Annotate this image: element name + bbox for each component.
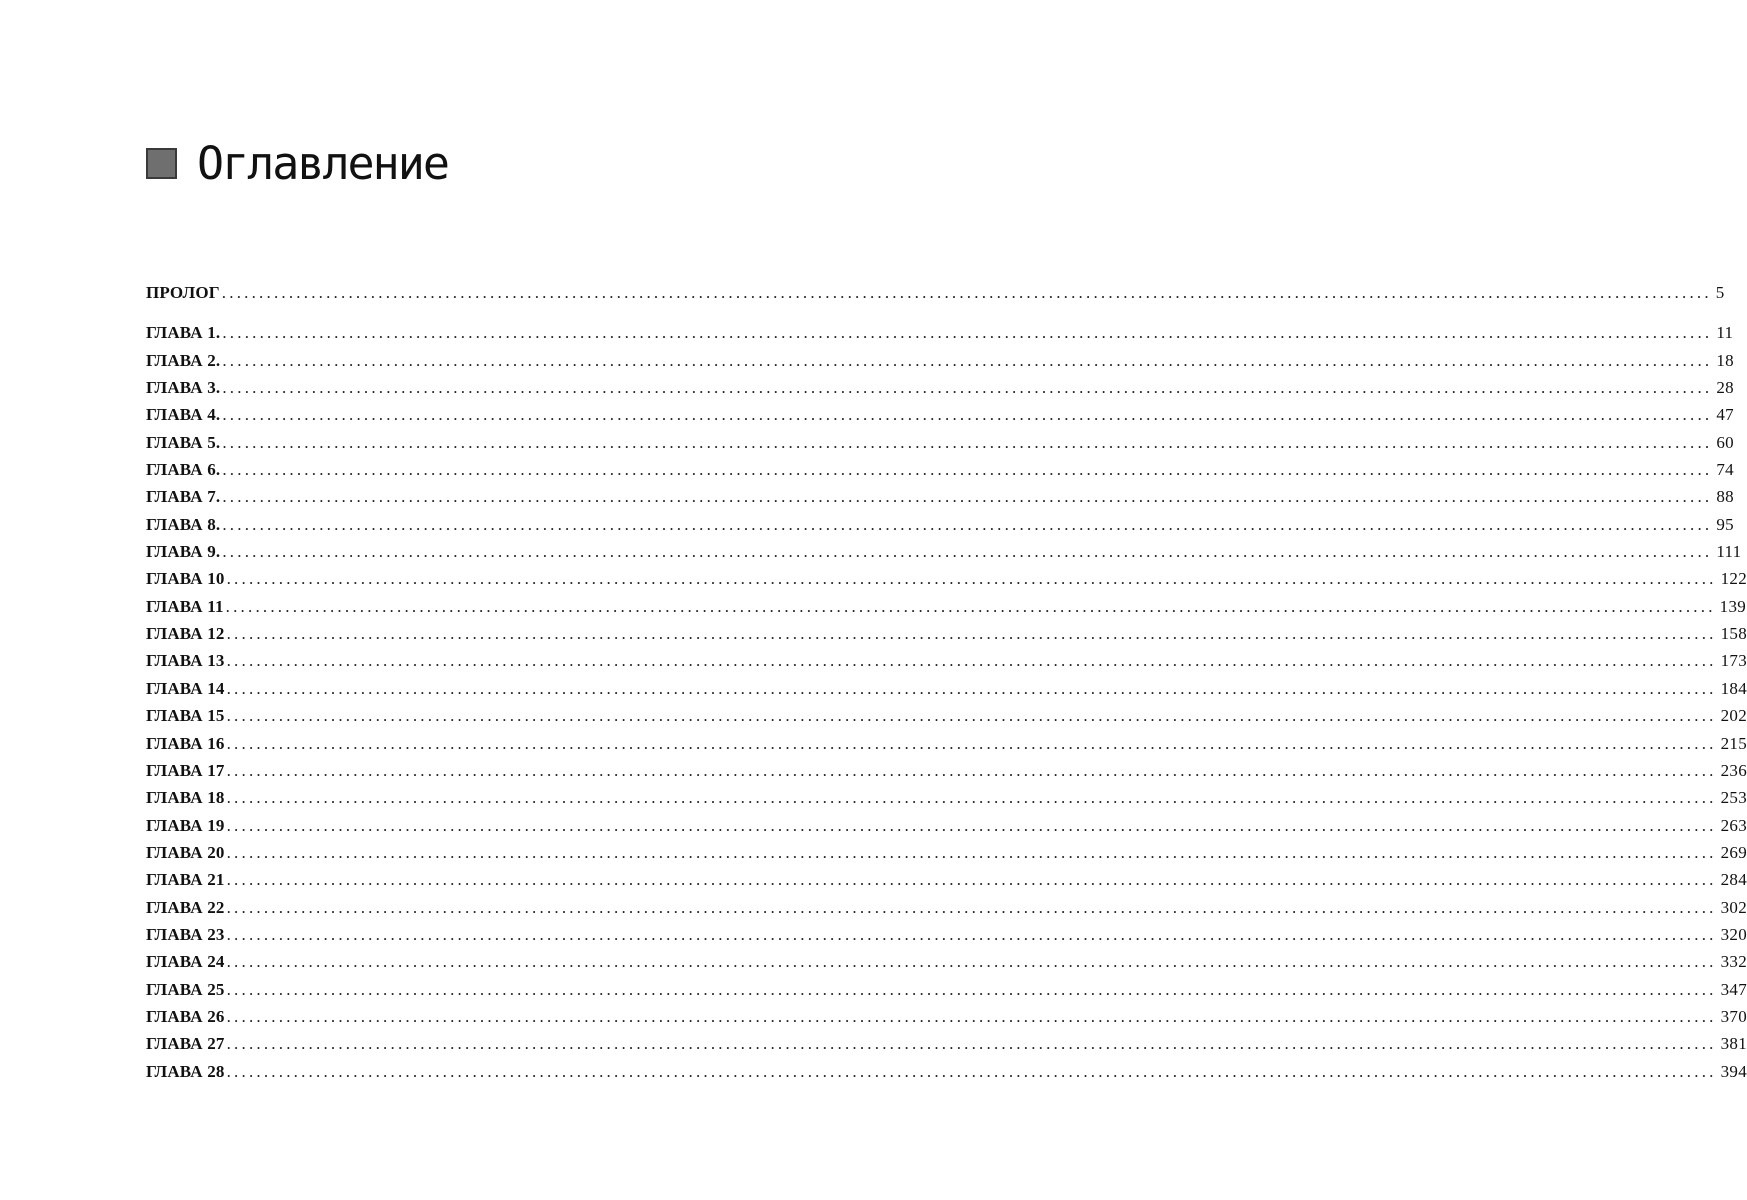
dot-leader: ........................................................................................................................................................................................................ — [226, 678, 1717, 698]
toc-entry[interactable] — [146, 487, 1734, 514]
toc-entry-prolog[interactable] — [146, 283, 1725, 310]
toc-entry[interactable] — [146, 1034, 1747, 1061]
toc-entry-page-number: 263 — [1720, 815, 1747, 835]
toc-entry[interactable] — [146, 323, 1734, 350]
toc-entry[interactable] — [146, 405, 1734, 432]
toc-entry-page-number: 158 — [1720, 624, 1747, 644]
dot-leader: ........................................................................................................................................................................................................ — [222, 460, 1713, 480]
toc-entry[interactable] — [146, 514, 1734, 542]
toc-entry-label: ГЛАВА 12 — [146, 624, 225, 644]
toc-entry[interactable] — [146, 952, 1747, 979]
dot-leader: ........................................................................................................................................................................................................ — [226, 651, 1717, 671]
toc-entry[interactable] — [146, 460, 1734, 487]
toc-entry[interactable] — [146, 350, 1734, 378]
toc-heading — [146, 128, 448, 198]
toc-entry-page-number: 320 — [1720, 924, 1747, 944]
dot-leader: ........................................................................................................................................................................................................ — [226, 760, 1717, 780]
toc-entry[interactable] — [146, 1061, 1747, 1089]
toc-entry-label: ГЛАВА 24 — [146, 952, 225, 972]
toc-entry-page-number: 111 — [1716, 542, 1742, 562]
dot-leader: ........................................................................................................................................................................................................ — [226, 897, 1717, 917]
toc-entry-page-number: 173 — [1720, 651, 1747, 671]
dot-leader: ........................................................................................................................................................................................................ — [226, 924, 1717, 944]
toc-entry[interactable] — [146, 870, 1747, 897]
dot-leader: ........................................................................................................................................................................................................ — [222, 432, 1713, 452]
dot-leader: ........................................................................................................................................................................................................ — [226, 624, 1717, 644]
toc-entry-page-number: 184 — [1720, 678, 1747, 698]
toc-entry-label: ГЛАВА 28 — [146, 1061, 225, 1081]
toc-entry-page-number: 215 — [1720, 733, 1747, 753]
dot-leader: ........................................................................................................................................................................................................ — [222, 514, 1713, 534]
dot-leader: ........................................................................................................................................................................................................ — [226, 733, 1717, 753]
toc-entry-label: ГЛАВА 8. — [146, 514, 221, 534]
toc-entry[interactable] — [146, 432, 1734, 460]
toc-entry[interactable] — [146, 924, 1747, 952]
toc-entry-page-number: 5 — [1715, 283, 1725, 302]
toc-entry[interactable] — [146, 979, 1747, 1007]
toc-entry-label: ПРОЛОГ — [146, 283, 220, 302]
toc-entry-page-number: 47 — [1716, 405, 1734, 425]
toc-entry-label: ГЛАВА 27 — [146, 1034, 225, 1054]
toc-entry-page-number: 60 — [1716, 432, 1734, 452]
toc-entry-page-number: 381 — [1720, 1034, 1747, 1054]
toc-entry-page-number: 347 — [1720, 979, 1747, 999]
toc-entry[interactable] — [146, 815, 1747, 843]
toc-entry-label: ГЛАВА 14 — [146, 678, 225, 698]
toc-entry-label: ГЛАВА 26 — [146, 1006, 225, 1026]
toc-entry-page-number: 394 — [1720, 1061, 1747, 1081]
toc-entry-page-number: 95 — [1716, 514, 1734, 534]
toc-entry-page-number: 253 — [1720, 788, 1747, 808]
dot-leader: ........................................................................................................................................................................................................ — [221, 283, 1712, 302]
dot-leader: ........................................................................................................................................................................................................ — [226, 870, 1717, 890]
toc-entry[interactable] — [146, 569, 1747, 596]
toc-entry-label: ГЛАВА 25 — [146, 979, 225, 999]
toc-entry-page-number: 18 — [1716, 350, 1734, 370]
toc-entry-page-number: 139 — [1719, 596, 1747, 616]
dot-leader: ........................................................................................................................................................................................................ — [226, 1034, 1717, 1054]
dot-leader: ........................................................................................................................................................................................................ — [226, 952, 1717, 972]
dot-leader: ........................................................................................................................................................................................................ — [226, 815, 1717, 835]
toc-entry-page-number: 122 — [1720, 569, 1747, 589]
toc-entry-label: ГЛАВА 20 — [146, 842, 225, 862]
toc-entry[interactable] — [146, 842, 1747, 870]
toc-entry[interactable] — [146, 542, 1742, 569]
dot-leader: ........................................................................................................................................................................................................ — [226, 788, 1717, 808]
page-title: Оглавление — [197, 136, 448, 190]
dot-leader: ........................................................................................................................................................................................................ — [222, 323, 1713, 343]
toc-entry-label: ГЛАВА 19 — [146, 815, 225, 835]
dot-leader: ........................................................................................................................................................................................................ — [226, 1061, 1717, 1081]
toc-entry[interactable] — [146, 596, 1747, 624]
toc-entry-label: ГЛАВА 17 — [146, 760, 225, 780]
dot-leader: ........................................................................................................................................................................................................ — [222, 405, 1713, 425]
toc-entry[interactable] — [146, 1006, 1747, 1034]
toc-entry-label: ГЛАВА 5. — [146, 432, 221, 452]
toc-entry[interactable] — [146, 897, 1747, 925]
toc-entry-page-number: 302 — [1720, 897, 1747, 917]
toc-entry[interactable] — [146, 678, 1747, 706]
toc-entry[interactable] — [146, 788, 1747, 815]
toc-entry[interactable] — [146, 733, 1747, 761]
dot-leader: ........................................................................................................................................................................................................ — [226, 979, 1717, 999]
toc-entry-label: ГЛАВА 3. — [146, 378, 221, 398]
toc-list — [146, 283, 1747, 1089]
dot-leader: ........................................................................................................................................................................................................ — [222, 542, 1713, 562]
toc-entry-label: ГЛАВА 22 — [146, 897, 225, 917]
toc-entry-page-number: 11 — [1716, 323, 1734, 343]
dot-leader: ........................................................................................................................................................................................................ — [226, 842, 1717, 862]
toc-entry-page-number: 202 — [1720, 706, 1747, 726]
toc-entry-label: ГЛАВА 18 — [146, 788, 225, 808]
toc-entry[interactable] — [146, 760, 1747, 788]
heading-square-icon — [146, 148, 177, 179]
dot-leader: ........................................................................................................................................................................................................ — [226, 569, 1717, 589]
dot-leader: ........................................................................................................................................................................................................ — [226, 706, 1717, 726]
toc-entry-label: ГЛАВА 2. — [146, 350, 221, 370]
dot-leader: ........................................................................................................................................................................................................ — [226, 1006, 1717, 1026]
toc-entry-page-number: 236 — [1720, 760, 1747, 780]
toc-entry-label: ГЛАВА 7. — [146, 487, 221, 507]
dot-leader: ........................................................................................................................................................................................................ — [225, 596, 1716, 616]
toc-entry[interactable] — [146, 378, 1734, 405]
toc-entry[interactable] — [146, 624, 1747, 651]
toc-entry-label: ГЛАВА 9. — [146, 542, 221, 562]
toc-entry-page-number: 370 — [1720, 1006, 1747, 1026]
toc-entry[interactable] — [146, 651, 1747, 678]
toc-entry-label: ГЛАВА 1. — [146, 323, 221, 343]
dot-leader: ........................................................................................................................................................................................................ — [222, 378, 1713, 398]
toc-entry-label: ГЛАВА 13 — [146, 651, 225, 671]
toc-entry-page-number: 332 — [1720, 952, 1747, 972]
toc-entry-label: ГЛАВА 16 — [146, 733, 225, 753]
toc-entry-page-number: 284 — [1720, 870, 1747, 890]
toc-entry-label: ГЛАВА 4. — [146, 405, 221, 425]
toc-entry-label: ГЛАВА 21 — [146, 870, 225, 890]
toc-entry-label: ГЛАВА 10 — [146, 569, 225, 589]
toc-entry-label: ГЛАВА 6. — [146, 460, 221, 480]
dot-leader: ........................................................................................................................................................................................................ — [222, 487, 1713, 507]
toc-entry-label: ГЛАВА 15 — [146, 706, 225, 726]
toc-entry-page-number: 28 — [1716, 378, 1734, 398]
toc-entry-label: ГЛАВА 11 — [146, 596, 224, 616]
toc-entry[interactable] — [146, 706, 1747, 733]
toc-entry-page-number: 88 — [1716, 487, 1734, 507]
toc-entry-page-number: 269 — [1720, 842, 1747, 862]
toc-entry-label: ГЛАВА 23 — [146, 924, 225, 944]
toc-entry-page-number: 74 — [1716, 460, 1734, 480]
dot-leader: ........................................................................................................................................................................................................ — [222, 350, 1713, 370]
